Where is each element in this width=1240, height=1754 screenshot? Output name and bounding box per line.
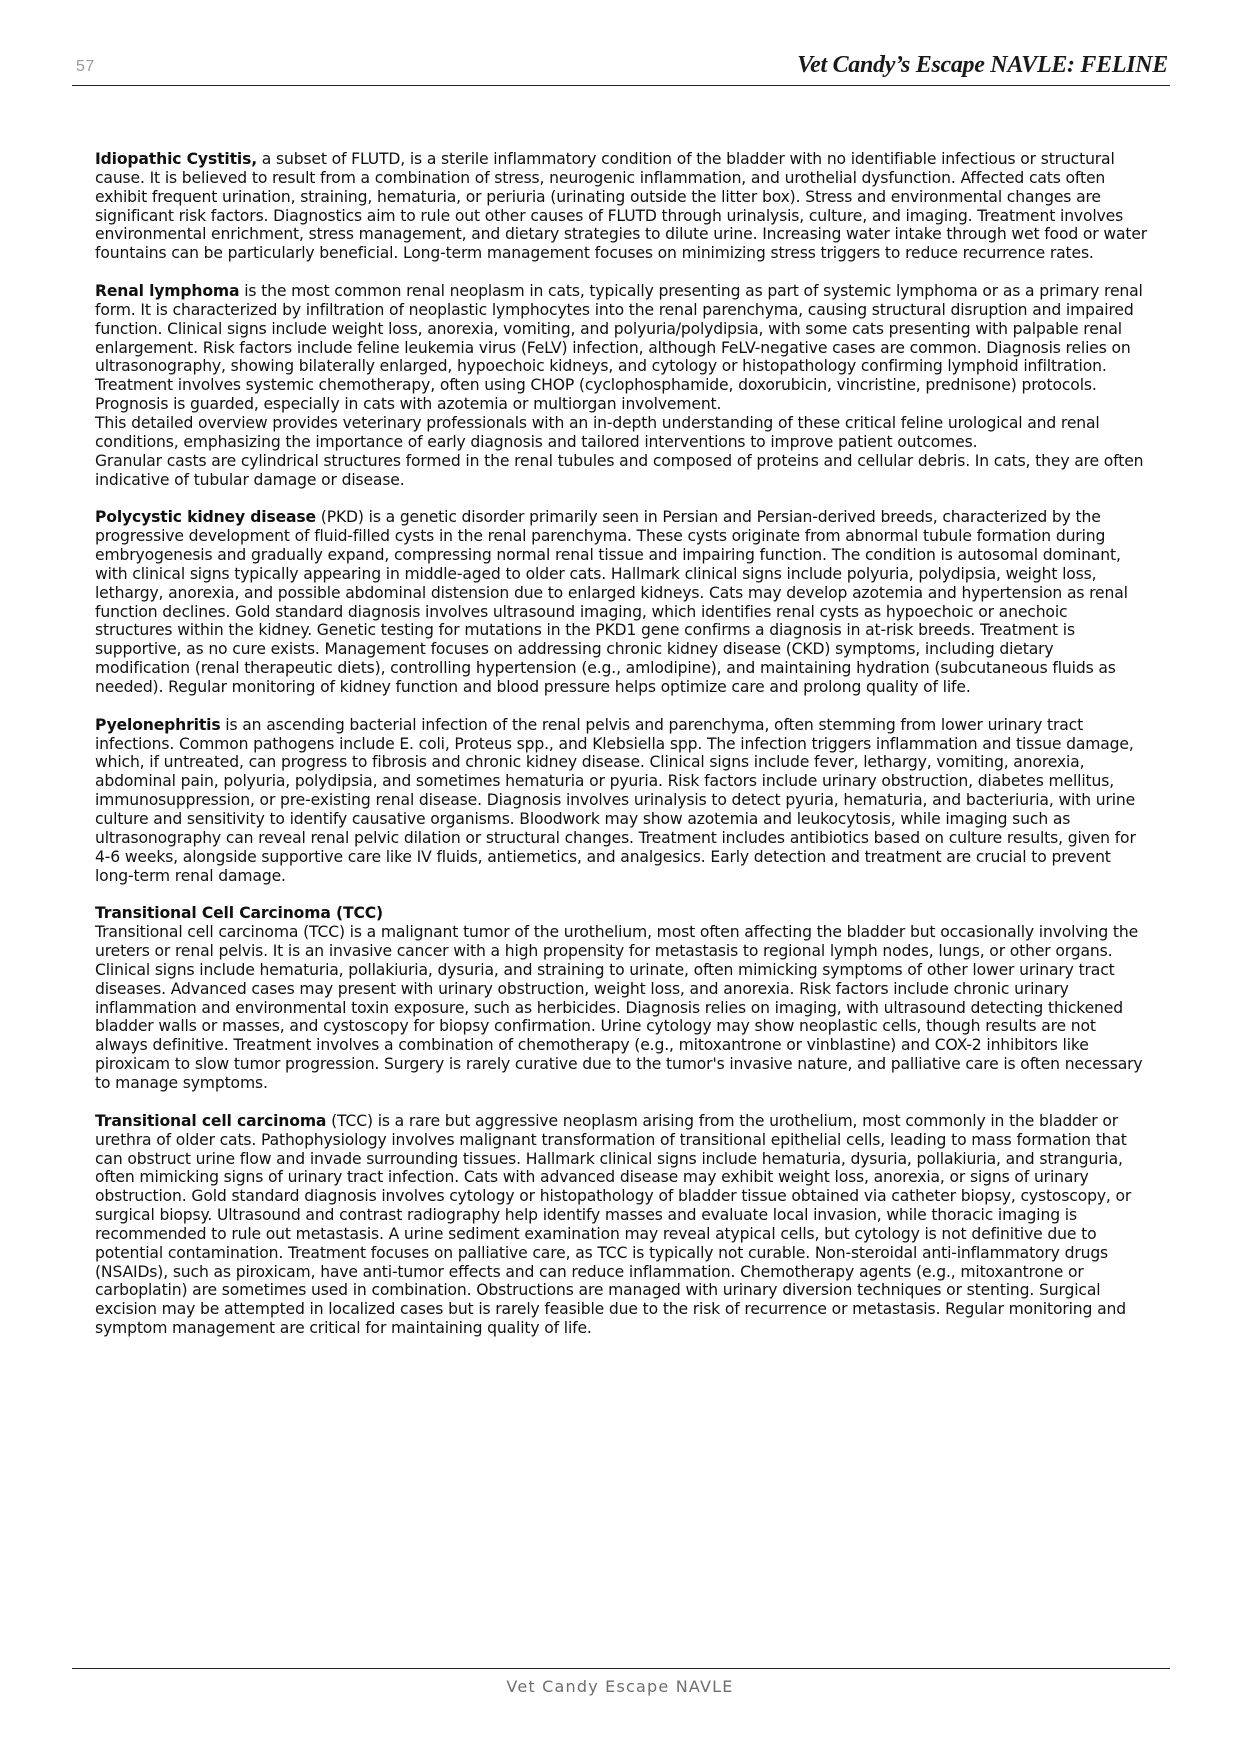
main-content [95, 150, 1148, 1338]
paragraph-text: is the most common renal neoplasm in cats, typically presenting as part of systemic lymphoma or as a primary renal form. It is characterized by infiltration of neoplastic lymphocytes into the renal parenchyma, causing structural disruption and impaired function. Clinical signs include weight loss, anorexia, vomiting, and polyuria/polydipsia, with some cats presenting with palpable renal enlargement. Risk factors include feline leukemia virus (FeLV) infection, although FeLV-negative cases are common. Diagnosis relies on ultrasonography, showing bilaterally enlarged, hypoechoic kidneys, and cytology or histopathology confirming lymphoid infiltration. Treatment involves systemic chemotherapy, often using CHOP (cyclophosphamide, doxorubicin, vincristine, prednisone) protocols. Prognosis is guarded, especially in cats with azotemia or multiorgan involvement. [95, 282, 1143, 414]
term-transitional-cell-carcinoma: Transitional cell carcinoma [95, 1111, 327, 1130]
section-pyelonephritis [95, 716, 1148, 886]
section-tcc-body: Transitional cell carcinoma (TCC) is a malignant tumor of the urothelium, most often affecting the bladder but occasionally involving the ureters or renal pelvis. It is an invasive cancer with a high propensity for metastasis to regional lymph nodes, lungs, or other organs. Clinical signs include hematuria, pollakiuria, dysuria, and straining to urinate, often mimicking symptoms of other lower urinary tract diseases. Advanced cases may present with urinary obstruction, weight loss, and anorexia. Risk factors include chronic urinary inflammation and environmental toxin exposure, such as herbicides. Diagnosis relies on imaging, with ultrasound detecting thickened bladder walls or masses, and cystoscopy for biopsy confirmation. Urine cytology may show neoplastic cells, though results are not always definitive. Treatment involves a combination of chemotherapy (e.g., mitoxantrone or vinblastine) and COX-2 inhibitors like piroxicam to slow tumor progression. Surgery is rarely curative due to the tumor's invasive nature, and palliative care is often necessary to manage symptoms. [95, 923, 1143, 1092]
section-transitional-cell-carcinoma [95, 1112, 1148, 1338]
page-number: 57 [76, 58, 95, 75]
paragraph-text: a subset of FLUTD, is a sterile inflammatory condition of the bladder with no identifiable infectious or structural cause. It is believed to result from a combination of stress, neurogenic inflammation, and urothelial dysfunction. Affected cats often exhibit frequent urination, straining, hematuria, or periuria (urinating outside the litter box). Stress and environmental changes are significant risk factors. Diagnostics aim to rule out other causes of FLUTD through urinalysis, culture, and imaging. Treatment involves environmental enrichment, stress management, and dietary strategies to dilute urine. Increasing water intake through wet food or water fountains can be particularly beneficial. Long-term management focuses on minimizing stress triggers to reduce recurrence rates. [95, 150, 1148, 263]
overview-paragraph: This detailed overview provides veterinary professionals with an in-depth understanding of these critical feline urological and renal conditions, emphasizing the importance of early diagnosis and tailored interventions to improve patient outcomes. [95, 413, 1100, 451]
footer-rule [72, 1668, 1170, 1669]
header-rule [72, 85, 1170, 86]
term-polycystic-kidney-disease: Polycystic kidney disease [95, 508, 316, 527]
running-title: Vet Candy’s Escape NAVLE: FELINE [797, 52, 1168, 78]
section-tcc-heading [95, 904, 1148, 923]
granular-casts-paragraph: Granular casts are cylindrical structures formed in the renal tubules and composed of proteins and cellular debris. In cats, they are often indicative of tubular damage or disease. [95, 451, 1144, 489]
paragraph-text: is an ascending bacterial infection of the renal pelvis and parenchyma, often stemming from lower urinary tract infections. Common pathogens include E. coli, Proteus spp., and Klebsiella spp. The infection triggers inflammation and tissue damage, which, if untreated, can progress to fibrosis and chronic kidney disease. Clinical signs include fever, lethargy, vomiting, anorexia, abdominal pain, polyuria, polydipsia, and sometimes hematuria or pyuria. Risk factors include urinary obstruction, diabetes mellitus, immunosuppression, or pre-existing renal disease. Diagnosis involves urinalysis to detect pyuria, hematuria, and bacteriuria, with urine culture and sensitivity to identify causative organisms. Bloodwork may show azotemia and leukocytosis, while imaging such as ultrasonography can reveal renal pelvic dilation or structural changes. Treatment includes antibiotics based on culture results, given for 4-6 weeks, alongside supportive care like IV fluids, antiemetics, and analgesics. Early detection and treatment are crucial to prevent long-term renal damage. [95, 715, 1136, 885]
term-idiopathic-cystitis: Idiopathic Cystitis, [95, 150, 257, 168]
paragraph-text: (PKD) is a genetic disorder primarily seen in Persian and Persian-derived breeds, characterized by the progressive development of fluid-filled cysts in the renal parenchyma. These cysts originate from abnormal tubule formation during embryogenesis and gradually expand, compressing normal renal tissue and impairing function. The condition is autosomal dominant, with clinical signs typically appearing in middle-aged to older cats. Hallmark clinical signs include polyuria, polydipsia, weight loss, lethargy, anorexia, and possible abdominal distension due to enlarged kidneys. Cats may develop azotemia and hypertension as renal function declines. Gold standard diagnosis involves ultrasound imaging, which identifies renal cysts as hypoechoic or anechoic structures within the kidney. Genetic testing for mutations in the PKD1 gene confirms a diagnosis in at-risk breeds. Treatment is supportive, as no cure exists. Management focuses on addressing chronic kidney disease (CKD) symptoms, including dietary modification (renal therapeutic diets), controlling hypertension (e.g., amlodipine), and maintaining hydration (subcutaneous fluids as needed). Regular monitoring of kidney function and blood pressure helps optimize care and prolong quality of life. [95, 508, 1128, 696]
section-idiopathic-cystitis [95, 150, 1148, 263]
footer-text: Vet Candy Escape NAVLE [506, 1677, 734, 1696]
paragraph-text: (TCC) is a rare but aggressive neoplasm arising from the urothelium, most commonly in the bladder or urethra of older cats. Pathophysiology involves malignant transformation of transitional epithelial cells, leading to mass formation that can obstruct urine flow and invade surrounding tissues. Hallmark clinical signs include hematuria, dysuria, pollakiuria, and stranguria, often mimicking signs of urinary tract infection. Cats with advanced disease may exhibit weight loss, anorexia, or signs of urinary obstruction. Gold standard diagnosis involves cytology or histopathology of bladder tissue obtained via catheter biopsy, cystoscopy, or surgical biopsy. Ultrasound and contrast radiography help identify masses and evaluate local invasion, while thoracic imaging is recommended to rule out metastasis. A urine sediment examination may reveal atypical cells, but cytology is not definitive due to potential contamination. Treatment focuses on palliative care, as TCC is typically not curable. Non-steroidal anti-inflammatory drugs (NSAIDs), such as piroxicam, have anti-tumor effects and can reduce inflammation. Chemotherapy agents (e.g., mitoxantrone or carboplatin) are sometimes used in combination. Obstructions are managed with urinary diversion techniques or stenting. Surgical excision may be attempted in localized cases but is rarely feasible due to the risk of recurrence or metastasis. Regular monitoring and symptom management are critical for maintaining quality of life. [95, 1111, 1132, 1338]
section-renal-lymphoma [95, 282, 1148, 414]
term-pyelonephritis: Pyelonephritis [95, 715, 221, 734]
term-renal-lymphoma: Renal lymphoma [95, 282, 240, 301]
section-polycystic-kidney-disease [95, 508, 1148, 696]
heading-transitional-cell-carcinoma: Transitional Cell Carcinoma (TCC) [95, 904, 384, 923]
